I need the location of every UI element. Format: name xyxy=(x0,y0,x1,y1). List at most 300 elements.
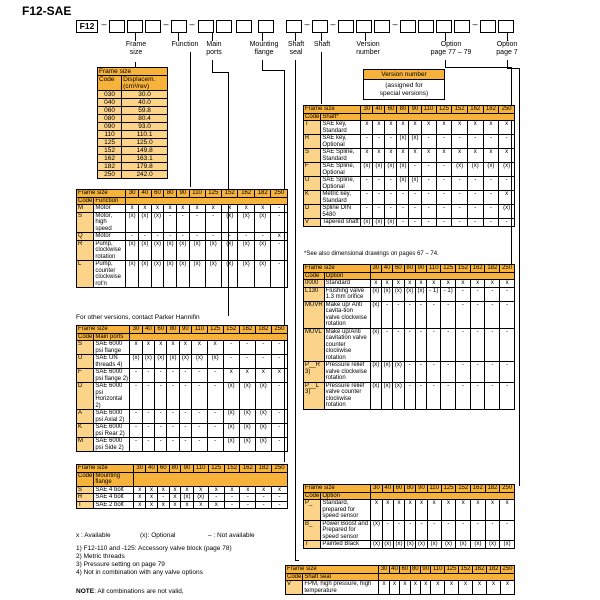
displacement-row xyxy=(98,131,168,139)
availability-cell: - xyxy=(167,424,179,438)
availability-cell: (x) xyxy=(155,355,167,369)
label-function: Function xyxy=(171,41,199,48)
availability-cell: - xyxy=(421,191,436,205)
availability-cell: - xyxy=(421,163,436,177)
header-frame-size: Frame size xyxy=(304,106,361,114)
availability-cell: - xyxy=(361,135,373,149)
availability-cell: (x) xyxy=(409,135,421,149)
availability-cell: - xyxy=(421,135,436,149)
availability-cell: - xyxy=(385,177,397,191)
availability-cell: (x) xyxy=(404,287,415,301)
availability-cell: - xyxy=(500,328,515,362)
availability-cell: (x) xyxy=(385,163,397,177)
availability-cell: - xyxy=(499,219,515,227)
option-name: SAE 6000 psi flange 2) xyxy=(95,369,129,382)
header-spacer xyxy=(379,573,515,581)
availability-cell: (x) xyxy=(167,355,179,369)
availability-cell: - xyxy=(361,205,373,219)
availability-cell: (x) xyxy=(255,424,271,438)
availability-cell: x xyxy=(393,500,404,521)
availability-cell: x xyxy=(486,581,500,595)
availability-cell: (x) xyxy=(382,541,393,549)
availability-cell: - xyxy=(167,383,179,410)
availability-cell: - xyxy=(500,382,515,409)
size-col-header: 110 xyxy=(427,485,441,493)
availability-cell: - 1) xyxy=(427,287,441,301)
size-col-header: 182 xyxy=(254,190,270,198)
header-code: Code xyxy=(305,492,320,499)
option-code: K xyxy=(77,424,94,438)
availability-cell: - xyxy=(393,520,404,541)
option-code: R xyxy=(77,240,94,261)
size-col-header: 110 xyxy=(189,190,205,198)
header-code: Code xyxy=(77,472,94,486)
code-box-shaft xyxy=(312,20,328,33)
availability-cell: (x) xyxy=(151,240,164,261)
availability-cell: - xyxy=(151,233,164,241)
size-col-header: 60 xyxy=(393,485,404,493)
availability-cell: - xyxy=(467,191,483,205)
availability-cell: - xyxy=(271,341,287,355)
availability-cell: - xyxy=(427,520,441,541)
availability-cell: - xyxy=(456,520,471,541)
availability-cell: x xyxy=(485,500,500,521)
availability-cell: - xyxy=(224,494,240,502)
availability-cell: x xyxy=(205,205,221,213)
frame-code: 080 xyxy=(98,115,122,123)
availability-cell: - xyxy=(155,369,167,383)
availability-cell: (x) xyxy=(142,355,154,369)
option-code: MUVR xyxy=(304,301,325,328)
displacement-value: 80.4 xyxy=(122,115,168,123)
size-col-header: 90 xyxy=(415,265,426,273)
option-code: MUVL xyxy=(304,328,325,362)
size-col-header: 80 xyxy=(397,106,409,114)
option-row xyxy=(77,369,288,383)
option-row xyxy=(304,219,515,227)
availability-cell: - xyxy=(381,328,392,362)
availability-cell: x xyxy=(164,205,177,213)
availability-cell: x xyxy=(470,280,485,288)
displacement-col-code: Code xyxy=(98,76,122,91)
availability-cell: - xyxy=(271,240,288,261)
availability-cell: (x) xyxy=(130,355,142,369)
option-name: Pressure relief valve counter clockwise rotation xyxy=(324,382,370,409)
availability-cell: - xyxy=(130,383,142,410)
displacement-value: 179.8 xyxy=(122,163,168,171)
availability-cell: x xyxy=(456,280,471,288)
code-box-option-5 xyxy=(480,20,496,33)
code-dash: – xyxy=(472,19,478,29)
header-code: Code xyxy=(78,333,93,340)
availability-cell: x xyxy=(385,121,397,135)
availability-cell: - xyxy=(421,177,436,191)
option-code: S xyxy=(77,341,94,355)
availability-cell: x xyxy=(500,581,514,595)
header-spacer xyxy=(126,197,288,205)
displacement-row xyxy=(98,155,168,163)
code-box-frame-1 xyxy=(109,20,125,33)
availability-cell: - xyxy=(485,382,500,409)
code-dash: – xyxy=(392,19,398,29)
availability-cell: x xyxy=(142,341,154,355)
availability-cell: x xyxy=(181,501,193,509)
availability-cell: x xyxy=(224,486,240,494)
size-col-header: 125 xyxy=(441,265,456,273)
option-code: 0000 xyxy=(304,280,325,288)
availability-cell: (x) xyxy=(471,541,486,549)
availability-cell: - xyxy=(271,261,288,288)
displacement-value: 93.0 xyxy=(122,123,168,131)
size-col-header: 250 xyxy=(271,326,287,334)
availability-cell: - xyxy=(164,212,177,233)
size-col-header: 125 xyxy=(441,485,456,493)
availability-cell: - xyxy=(167,438,179,452)
availability-cell: x xyxy=(169,501,181,509)
size-col-header: 250 xyxy=(272,465,288,473)
header-frame-size: Frame size xyxy=(304,485,371,493)
option-name: SAE Spline, Optional xyxy=(321,177,361,191)
availability-cell: (x) xyxy=(452,163,468,177)
availability-cell: - xyxy=(271,424,287,438)
header-code: Code xyxy=(287,573,302,580)
size-col-header: 30 xyxy=(134,465,146,473)
availability-cell: - xyxy=(239,341,255,355)
option-row xyxy=(304,191,515,205)
availability-cell: x xyxy=(373,149,385,163)
option-code: T xyxy=(77,501,94,509)
availability-cell: (x) xyxy=(361,163,373,177)
availability-cell: x xyxy=(416,500,427,521)
size-col-header: 30 xyxy=(371,485,382,493)
availability-cell: (x) xyxy=(361,219,373,227)
availability-cell: (x) xyxy=(139,240,152,261)
availability-cell: - xyxy=(192,410,208,424)
availability-cell: (x) xyxy=(254,240,270,261)
size-col-header: 60 xyxy=(385,106,397,114)
availability-cell: - xyxy=(373,191,385,205)
availability-cell: (x) xyxy=(139,261,152,288)
availability-cell: - xyxy=(272,494,288,502)
availability-cell: - xyxy=(467,177,483,191)
size-col-header: 182 xyxy=(485,485,500,493)
availability-cell: - xyxy=(126,233,139,241)
availability-cell: - xyxy=(467,219,483,227)
displacement-value: 40.0 xyxy=(122,99,168,107)
footnote-3: 3) Pressure setting on page 79 xyxy=(76,561,165,568)
size-col-header: 90 xyxy=(179,326,191,334)
availability-cell: - xyxy=(452,219,468,227)
availability-cell: - xyxy=(255,355,271,369)
availability-cell: - xyxy=(467,135,483,149)
header-option-name: Mounting flange xyxy=(94,472,134,486)
option-name: Painted Black xyxy=(321,541,371,549)
option-code: R xyxy=(304,135,321,149)
availability-cell: x xyxy=(193,501,208,509)
availability-cell: - xyxy=(142,410,154,424)
option-code: F xyxy=(304,163,321,177)
availability-cell: - xyxy=(499,135,515,149)
availability-cell: - xyxy=(456,382,471,409)
availability-cell: - xyxy=(142,424,154,438)
size-col-header: 80 xyxy=(169,465,181,473)
version-box-header: Version number xyxy=(364,70,444,80)
option-code: D xyxy=(304,205,321,219)
size-col-header: 40 xyxy=(391,566,398,572)
availability-cell: x xyxy=(485,280,500,288)
availability-cell: - xyxy=(239,355,255,369)
availability-cell: - xyxy=(222,233,238,241)
availability-cell: - xyxy=(207,410,223,424)
availability-cell: (x) xyxy=(151,212,164,233)
availability-cell: x xyxy=(134,486,146,494)
option-name: SAE UN threads 4) xyxy=(94,355,130,369)
availability-cell: (x) xyxy=(370,328,381,362)
code-box-version-2 xyxy=(356,20,372,33)
availability-cell: - xyxy=(452,205,468,219)
size-col-header: 162 xyxy=(239,326,255,334)
availability-cell: - xyxy=(404,328,415,362)
availability-cell: (x) xyxy=(381,362,392,383)
availability-cell: x xyxy=(256,486,272,494)
option-name: Power Boost and Prepared for speed sensor xyxy=(321,520,371,541)
frame-code: 152 xyxy=(98,147,122,155)
size-col-header: 162 xyxy=(467,106,483,114)
option-code: S xyxy=(304,149,321,163)
availability-cell: - xyxy=(441,382,456,409)
header-code: Code xyxy=(78,197,93,204)
availability-cell: - xyxy=(189,212,205,233)
availability-cell: - xyxy=(415,301,426,328)
availability-cell: x xyxy=(255,369,271,383)
availability-cell: - xyxy=(167,369,179,383)
availability-cell: - xyxy=(415,362,426,383)
size-col-header: 162 xyxy=(471,485,486,493)
note-line xyxy=(76,588,184,596)
availability-cell: - xyxy=(500,287,515,301)
size-col-header: 90 xyxy=(416,485,427,493)
displacement-value: 110.1 xyxy=(122,131,168,139)
availability-cell: - xyxy=(271,438,287,452)
availability-cell: x xyxy=(157,501,169,509)
option-code: B_ xyxy=(304,520,321,541)
label-shaft: Shaft xyxy=(313,41,331,48)
availability-cell: - xyxy=(167,410,179,424)
availability-cell: (x) xyxy=(370,362,381,383)
version-box-body: (assigned for special versions) xyxy=(379,82,429,97)
availability-cell: (x) xyxy=(126,240,139,261)
option-name: Pump, clockwise rotation xyxy=(94,240,126,261)
availability-cell: - xyxy=(421,205,436,219)
option-name: Standard, prepared for speed sensor xyxy=(321,500,371,521)
availability-cell: x xyxy=(371,500,382,521)
availability-cell: - xyxy=(436,135,452,149)
size-col-header: 60 xyxy=(151,190,164,198)
availability-cell: - xyxy=(485,520,500,541)
availability-cell: - xyxy=(255,341,271,355)
availability-cell: - xyxy=(361,191,373,205)
availability-cell: - xyxy=(205,233,221,241)
availability-cell: (x) xyxy=(499,205,515,219)
header-option-name: Shaft seal xyxy=(303,573,379,581)
availability-cell: x xyxy=(271,369,287,383)
option-row xyxy=(304,362,515,383)
availability-cell: x xyxy=(458,581,472,595)
availability-cell: (x) xyxy=(416,541,427,549)
availability-cell: - xyxy=(409,219,421,227)
code-box-shaft-seal xyxy=(286,20,302,33)
header-frame-size: Frame size xyxy=(77,190,126,198)
displacement-row xyxy=(98,115,168,123)
availability-cell: - xyxy=(223,355,239,369)
availability-cell: (x) xyxy=(393,287,404,301)
availability-cell: - xyxy=(385,135,397,149)
availability-cell: (x) xyxy=(176,240,189,261)
option-row xyxy=(304,520,515,541)
option-row xyxy=(304,177,515,191)
option-code: V xyxy=(286,581,303,595)
availability-cell: - xyxy=(155,410,167,424)
availability-cell: - xyxy=(485,328,500,362)
header-spacer xyxy=(370,272,514,280)
displacement-row xyxy=(98,171,168,179)
availability-cell: - xyxy=(441,328,456,362)
availability-cell: - xyxy=(427,301,441,328)
size-col-header: 40 xyxy=(373,106,385,114)
availability-cell: (x) xyxy=(179,355,191,369)
availability-cell: x xyxy=(208,501,224,509)
availability-cell: x xyxy=(427,500,441,521)
availability-cell: x xyxy=(151,205,164,213)
availability-cell: (x) xyxy=(255,410,271,424)
availability-cell: - xyxy=(179,383,191,410)
frame-code: 110 xyxy=(98,131,122,139)
label-option-2: Option page 7 xyxy=(496,41,518,56)
displacement-value: 242.0 xyxy=(122,171,168,179)
page-title: F12-SAE xyxy=(22,4,72,18)
availability-cell: (x) xyxy=(189,240,205,261)
frame-code: 030 xyxy=(98,91,122,99)
availability-cell: - 1) xyxy=(441,287,456,301)
option-code: T xyxy=(304,541,321,549)
header-frame-size: Frame size xyxy=(304,265,371,273)
size-col-header: 30 xyxy=(380,566,388,572)
availability-cell: (x) xyxy=(370,287,381,301)
availability-cell: (x) xyxy=(238,240,254,261)
availability-cell: x xyxy=(409,121,421,135)
option-name: Motor xyxy=(94,233,126,241)
size-col-header: 90 xyxy=(176,190,189,198)
displacement-row xyxy=(98,163,168,171)
availability-cell: x xyxy=(238,205,254,213)
availability-cell: (x) xyxy=(164,261,177,288)
availability-cell: - xyxy=(397,219,409,227)
availability-cell: (x) xyxy=(193,494,208,502)
option-row xyxy=(304,301,515,328)
header-option-name: Option xyxy=(324,272,370,280)
availability-cell: x xyxy=(499,191,515,205)
availability-cell: x xyxy=(456,500,471,521)
availability-cell: - xyxy=(427,382,441,409)
availability-cell: - xyxy=(483,191,499,205)
legend-available: x : Available xyxy=(76,532,111,539)
option-code: M xyxy=(77,438,94,452)
size-col-header: 80 xyxy=(405,485,416,493)
availability-cell: - xyxy=(130,438,142,452)
availability-cell: (x) xyxy=(485,541,500,549)
mounting-flange-table xyxy=(76,464,288,509)
availability-cell: (x) xyxy=(223,438,239,452)
option-row xyxy=(77,438,288,452)
size-col-header: 60 xyxy=(401,566,409,572)
code-box-mounting xyxy=(236,20,252,33)
option-row xyxy=(77,205,288,213)
availability-cell: (x) xyxy=(393,382,404,409)
availability-cell: x xyxy=(223,369,239,383)
size-col-header: 110 xyxy=(432,566,443,572)
option-name: SAE 6000 psi Rear 2) xyxy=(94,424,130,438)
displacement-value: 125.0 xyxy=(122,139,168,147)
availability-cell: (x) xyxy=(385,219,397,227)
availability-cell: - xyxy=(467,205,483,219)
option-row xyxy=(304,328,515,362)
option-name: SAE 4 bolt xyxy=(94,486,134,494)
availability-cell: - xyxy=(192,424,208,438)
availability-cell: - xyxy=(157,494,169,502)
availability-cell: (x) xyxy=(371,541,382,549)
option-row xyxy=(77,501,288,509)
displacement-title: Frame size xyxy=(98,68,168,76)
size-col-header: 80 xyxy=(404,265,415,273)
availability-cell: - xyxy=(436,205,452,219)
availability-cell: x xyxy=(500,280,515,288)
size-col-header: 182 xyxy=(483,106,499,114)
option-row xyxy=(77,494,288,502)
availability-cell: (x) xyxy=(415,287,426,301)
availability-cell: x xyxy=(415,280,426,288)
availability-cell: - xyxy=(393,301,404,328)
code-prefix: F12 xyxy=(76,20,98,33)
displacement-row xyxy=(98,123,168,131)
availability-cell: - xyxy=(436,219,452,227)
availability-cell: - xyxy=(470,287,485,301)
availability-cell: - xyxy=(207,424,223,438)
frame-code: 162 xyxy=(98,155,122,163)
availability-cell: x xyxy=(134,501,146,509)
availability-cell: - xyxy=(192,383,208,410)
size-col-header: 110 xyxy=(193,465,208,473)
size-col-header: 110 xyxy=(427,265,441,273)
availability-cell: x xyxy=(370,280,381,288)
availability-cell: - xyxy=(207,438,223,452)
availability-cell: - xyxy=(271,410,287,424)
option-name: SAE key, Standard xyxy=(321,121,361,135)
availability-cell: - xyxy=(223,341,239,355)
option-code: M xyxy=(77,205,94,213)
speed-sensor-table xyxy=(303,484,515,549)
availability-cell: (x) xyxy=(255,383,271,410)
availability-cell: x xyxy=(397,149,409,163)
availability-cell: (x) xyxy=(370,382,381,409)
label-mounting-flange: Mounting flange xyxy=(249,41,279,56)
availability-cell: (x) xyxy=(126,212,139,233)
option-row xyxy=(77,424,288,438)
availability-cell: x xyxy=(421,581,431,595)
availability-cell: - xyxy=(441,301,456,328)
size-col-header: 152 xyxy=(456,485,471,493)
option-code: D xyxy=(77,383,94,410)
availability-cell: - xyxy=(130,369,142,383)
